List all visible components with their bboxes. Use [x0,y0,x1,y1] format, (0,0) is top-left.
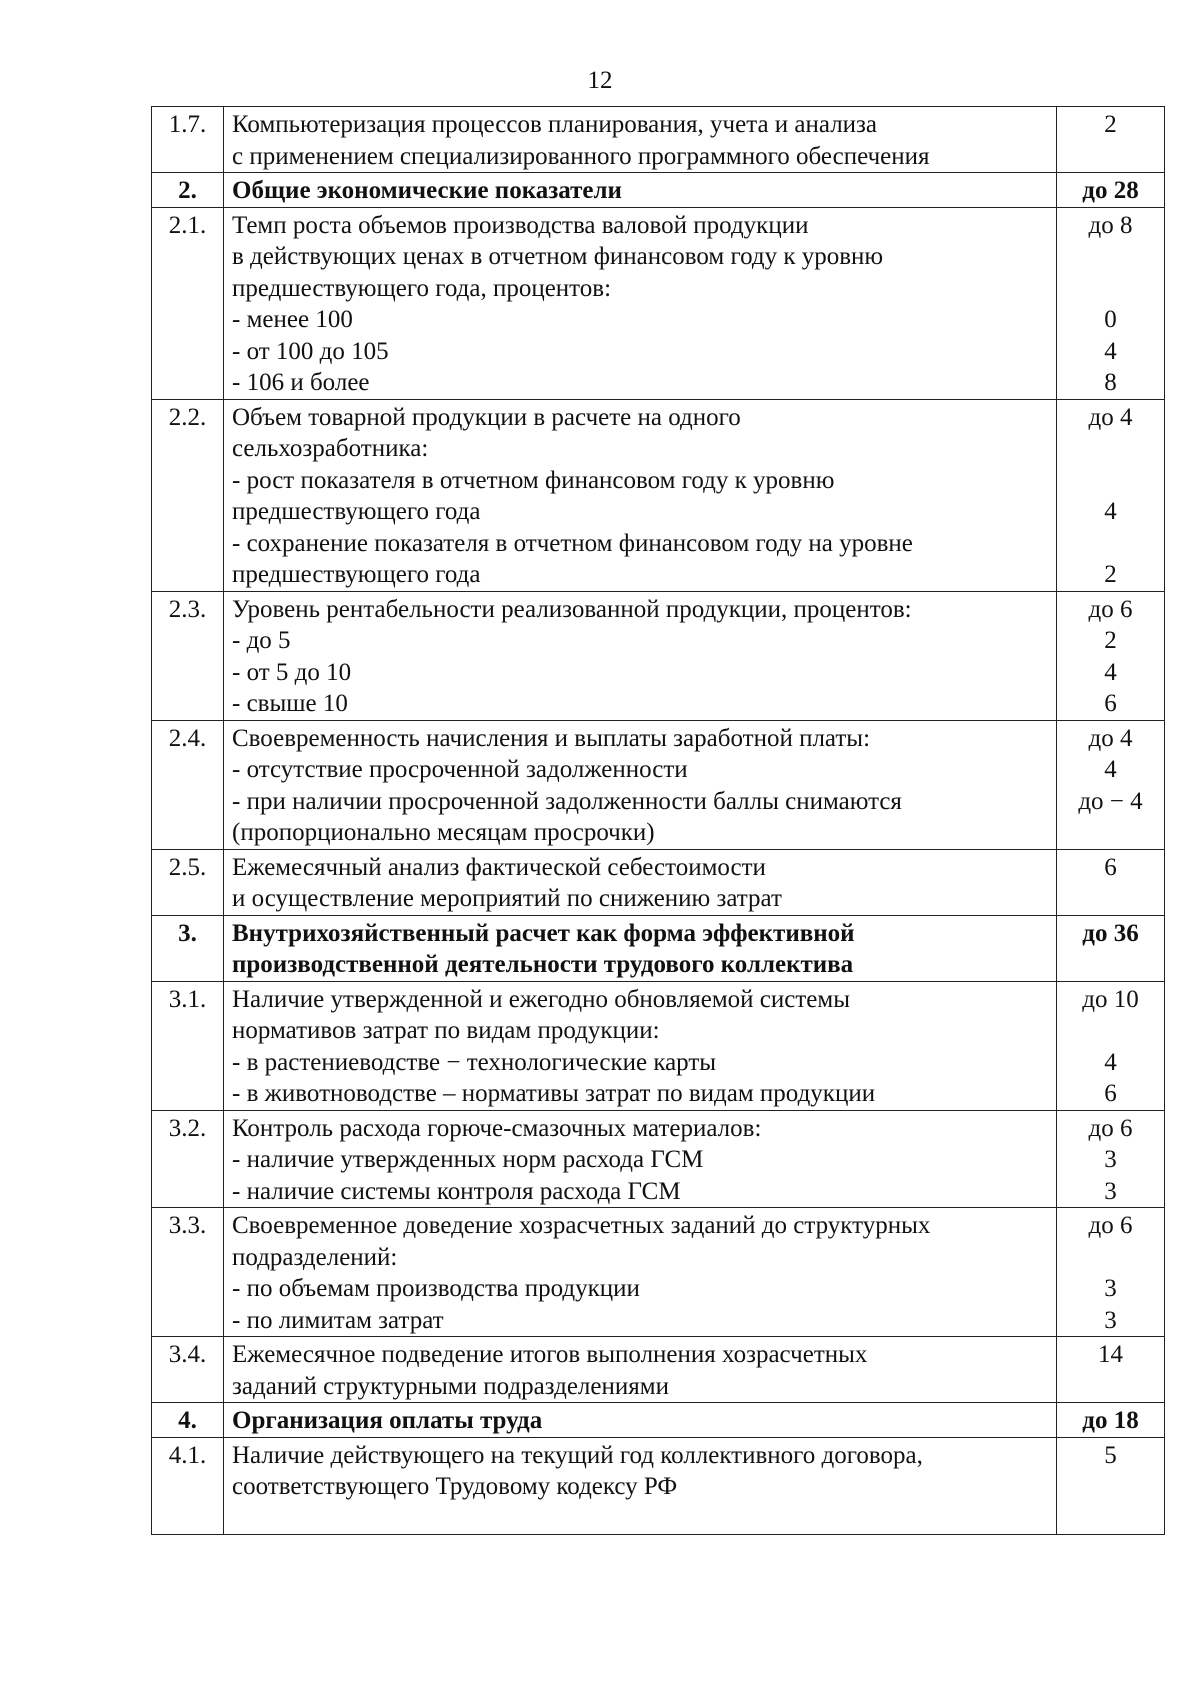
description-line: - при наличии просроченной задолженности баллы снимаются [232,787,902,815]
description-line: - до 5 [232,627,291,654]
description-line: заданий структурными подразделениями [232,1372,669,1400]
score-value [1065,273,1156,305]
score-value: 2 [1104,561,1117,588]
item-number: 2.3. [152,591,224,720]
description-line: Наличие утвержденной и ежегодно обновляемой системы [232,985,851,1013]
score-value: до 8 [1088,211,1133,239]
score-value: 4 [1104,658,1117,686]
criterion-description [224,1110,1057,1208]
score-value: 5 [1104,1441,1117,1469]
score-value [1065,1242,1156,1274]
score-value: до 28 [1082,177,1139,204]
description-line: - по лимитам затрат [232,1306,444,1334]
description-line: соответствующего Трудовому кодексу РФ [232,1473,678,1500]
criterion-description [224,399,1057,591]
score-value: 6 [1104,690,1117,717]
score-value: до 4 [1088,403,1133,431]
score-value: до 6 [1088,595,1133,623]
score-value: 3 [1104,1177,1117,1205]
table-row [152,1437,1165,1535]
description-line: - сохранение показателя в отчетном финансовом году на уровне [232,529,913,557]
item-number: 2. [152,173,224,208]
score-value: до 36 [1082,919,1139,947]
score-cell [1057,1437,1165,1535]
table-row [152,720,1165,849]
score-value: до 10 [1082,985,1139,1013]
description-line: Ежемесячный анализ фактической себестоимости [232,853,766,881]
criterion-description [224,591,1057,720]
description-line: Компьютеризация процессов планирования, учета и анализа [232,111,878,138]
table-row [152,849,1165,915]
score-value: 6 [1104,853,1117,881]
table-row [152,1110,1165,1208]
criterion-description [224,1208,1057,1337]
description-line: Уровень рентабельности реализованной продукции, процентов: [232,595,912,623]
item-number: 3.3. [152,1208,224,1337]
score-value: 4 [1104,498,1117,525]
score-cell [1057,981,1165,1110]
description-line: - отсутствие просроченной задолженности [232,756,688,783]
description-line: предшествующего года, процентов: [232,274,612,302]
item-number: 4.1. [152,1437,224,1535]
scoring-table [151,106,1165,1535]
description-line: - по объемам производства продукции [232,1275,640,1302]
description-line: Объем товарной продукции в расчете на одного [232,403,741,431]
description-line: - от 5 до 10 [232,658,352,686]
item-number: 4. [152,1403,224,1438]
score-value [1065,241,1156,273]
score-cell [1057,1337,1165,1403]
item-number: 2.5. [152,849,224,915]
scoring-table-body [152,107,1165,1535]
description-line: подразделений: [232,1243,398,1271]
item-number: 3. [152,915,224,981]
description-line: - свыше 10 [232,690,348,717]
score-value: 3 [1104,1146,1117,1173]
score-cell [1057,399,1165,591]
description-line: Темп роста объемов производства валовой продукции [232,211,809,239]
description-line: Организация оплаты труда [232,1407,543,1434]
description-line: Своевременное доведение хозрасчетных заданий до структурных [232,1212,931,1239]
section-row [152,173,1165,208]
description-line: с применением специализированного программного обеспечения [232,142,930,170]
description-line: и осуществление мероприятий по снижению затрат [232,885,782,912]
description-line: нормативов затрат по видам продукции: [232,1017,660,1044]
score-value: 14 [1098,1341,1123,1368]
score-value: 2 [1104,627,1117,654]
description-line [232,1503,1048,1535]
score-cell [1057,207,1165,399]
score-value: 6 [1104,1080,1117,1107]
description-line: сельхозработника: [232,435,429,462]
criterion-description [224,1437,1057,1535]
item-number: 3.2. [152,1110,224,1208]
criterion-description [224,1403,1057,1438]
description-line: - в животноводстве – нормативы затрат по видам продукции [232,1080,876,1107]
score-value: 3 [1104,1306,1117,1334]
criterion-description [224,107,1057,173]
score-value: 8 [1104,369,1117,396]
item-number: 1.7. [152,107,224,173]
table-row [152,981,1165,1110]
description-line: Наличие действующего на текущий год коллективного договора, [232,1441,923,1469]
description-line: производственной деятельности трудового коллектива [232,951,854,978]
criterion-description [224,915,1057,981]
table-row [152,1337,1165,1403]
description-line: предшествующего года [232,561,481,588]
score-value: 2 [1104,111,1117,138]
score-value: 4 [1104,1048,1117,1076]
criterion-description [224,981,1057,1110]
table-row [152,399,1165,591]
item-number: 2.4. [152,720,224,849]
table-row [152,591,1165,720]
item-number: 2.1. [152,207,224,399]
score-value: до − 4 [1078,787,1143,815]
score-cell [1057,849,1165,915]
score-value: до 6 [1088,1114,1133,1142]
score-value: 3 [1104,1275,1117,1302]
description-line: Контроль расхода горюче-смазочных материалов: [232,1114,762,1142]
score-cell [1057,1208,1165,1337]
section-row [152,1403,1165,1438]
score-value: до 6 [1088,1212,1133,1239]
score-value: 0 [1104,306,1117,333]
description-line: Своевременность начисления и выплаты заработной платы: [232,724,871,752]
score-cell [1057,173,1165,208]
score-value [1065,817,1156,849]
section-row [152,915,1165,981]
description-line: Внутрихозяйственный расчет как форма эффективной [232,919,855,947]
score-value: 4 [1104,337,1117,365]
score-value: 4 [1104,756,1117,783]
description-line: Ежемесячное подведение итогов выполнения хозрасчетных [232,1341,868,1368]
description-line: - наличие системы контроля расхода ГСМ [232,1177,681,1205]
score-cell [1057,1403,1165,1438]
description-line: в действующих ценах в отчетном финансовом году к уровню [232,243,884,270]
description-line: - 106 и более [232,369,370,396]
description-line: - рост показателя в отчетном финансовом году к уровню [232,466,835,494]
criterion-description [224,720,1057,849]
score-value [1065,1015,1156,1047]
page-number: 12 [587,67,613,94]
score-cell [1057,107,1165,173]
table-row [152,107,1165,173]
score-cell [1057,591,1165,720]
score-value: до 18 [1082,1407,1139,1434]
description-line: Общие экономические показатели [232,177,622,204]
description-line: - в растениеводстве − технологические карты [232,1048,717,1076]
item-number: 3.4. [152,1337,224,1403]
score-cell [1057,1110,1165,1208]
criterion-description [224,207,1057,399]
score-value: до 4 [1088,724,1133,752]
table-row [152,1208,1165,1337]
description-line: предшествующего года [232,498,481,525]
description-line: (пропорционально месяцам просрочки) [232,819,655,846]
score-cell [1057,720,1165,849]
score-value [1065,528,1156,560]
criterion-description [224,173,1057,208]
description-line: - менее 100 [232,306,353,333]
criterion-description [224,849,1057,915]
description-line: - наличие утвержденных норм расхода ГСМ [232,1146,704,1173]
item-number: 2.2. [152,399,224,591]
score-value [1065,433,1156,465]
criterion-description [224,1337,1057,1403]
score-value [1065,465,1156,497]
score-cell [1057,915,1165,981]
table-row [152,207,1165,399]
description-line: - от 100 до 105 [232,337,389,365]
item-number: 3.1. [152,981,224,1110]
